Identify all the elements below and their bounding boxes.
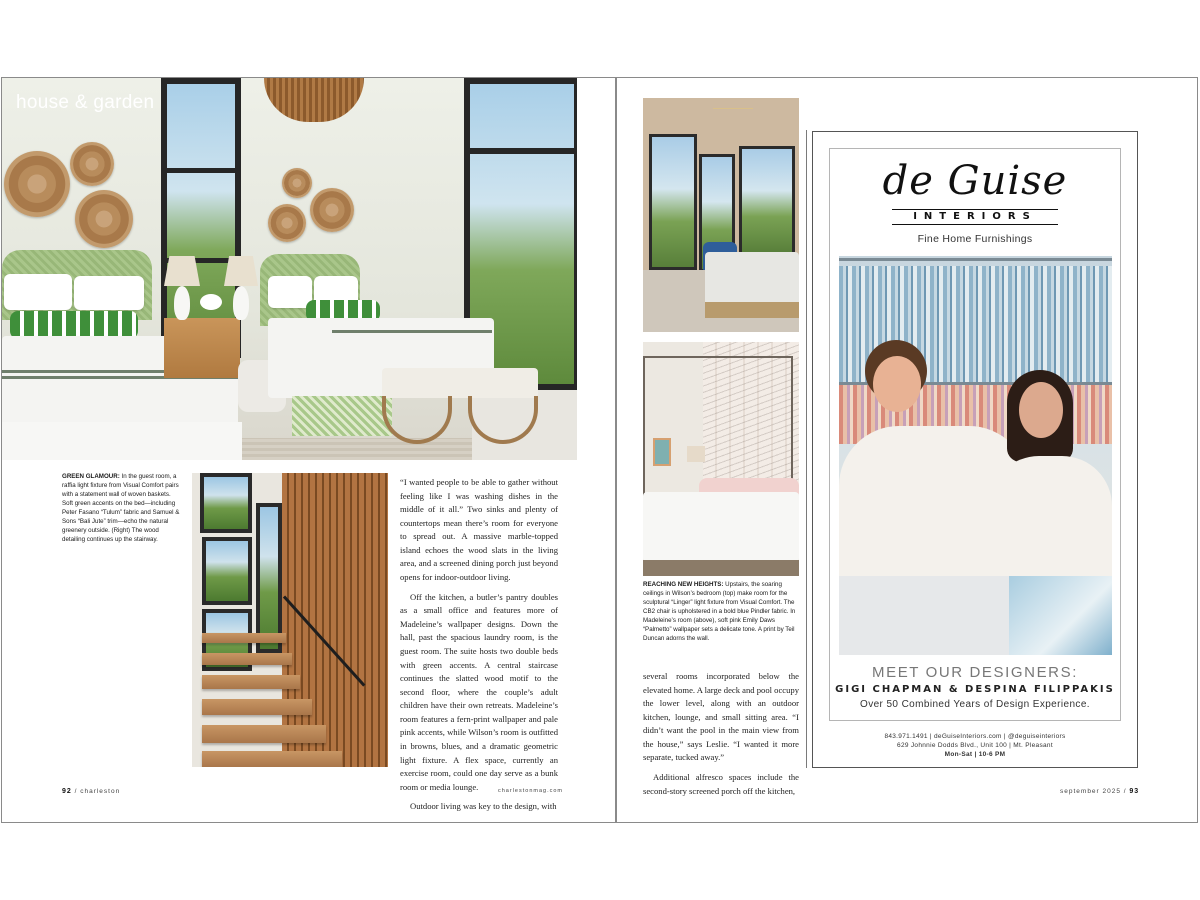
ad-headline: MEET OUR DESIGNERS: — [872, 664, 1078, 681]
logo-rule — [892, 224, 1058, 225]
caption-lead: REACHING NEW HEIGHTS: — [643, 581, 724, 588]
logo-rule — [892, 209, 1058, 210]
bed — [643, 492, 799, 562]
website: charlestonmag.com — [498, 788, 563, 794]
magazine-name: / charleston — [74, 788, 121, 795]
woven-basket — [282, 168, 312, 198]
article-column-right — [643, 670, 799, 804]
article-column-left — [400, 476, 558, 820]
paragraph: Additional alfresco spaces include the second-story screened porch off the kitchen, — [643, 772, 799, 796]
designer-face — [873, 356, 921, 412]
photo-caption — [62, 473, 182, 545]
page-number: 92 — [62, 788, 72, 795]
bench — [382, 368, 538, 398]
woven-basket — [70, 142, 114, 186]
caption-lead: GREEN GLAMOUR: — [62, 473, 120, 480]
woven-basket — [268, 204, 306, 242]
guest-room-photo — [2, 78, 577, 460]
paragraph: Outdoor living was key to the design, with — [410, 801, 557, 812]
woven-basket — [75, 190, 133, 248]
lamp — [687, 446, 705, 462]
caption-text: In the guest room, a raffia light fixture from Visual Comfort pairs with a statement wall of woven baskets. Soft green accents on the bed—including Peter Fasano “Tulum” fabric and Samuel & Sons “Bali Jute” trim—echo the natural greenery outside. (Right) The wood detailing continues up the stairway. — [62, 473, 180, 543]
window-left — [161, 78, 241, 358]
brand-logo-script: de Guise — [882, 158, 1068, 204]
paragraph: Off the kitchen, a butler’s pantry doubles as a small office and features more of Madeleine’s wallpaper designs. Down the hall, past the spacious laundry room, is the guest room. The suite hosts two double beds with green accents. A central staircase continues the slatted wood motif to the second floor, where the couple’s adult children have their own retreats. Madeleine’s room features a fern-print wallpaper and pale pink accents, while Wilson’s room is outfitted in browns, blues, and a dramatic geometric light fixture. A flex space, currently an exercise room, could one day serve as a bunk room or media lounge. — [400, 591, 558, 792]
ad-hours: Mon-Sat | 10-6 PM — [944, 751, 1006, 758]
ad-address: 629 Johnnie Dodds Blvd., Unit 100 | Mt. Pleasant — [897, 742, 1053, 749]
nightstand — [164, 318, 240, 378]
linger-light-fixture — [713, 108, 753, 139]
wall-print — [653, 438, 671, 466]
caption-text: Upstairs, the soaring ceilings in Wilson’s bedroom (top) make room for the sculptural “Linger” light fixture from Visual Comfort. The CB2 chair is upholstered in a bold blue Pindler fabric. In Madeleine’s room (above), soft pink Emily Daws “Palmetto” wallpaper sets a delicate tone. A print by Teil Duncan adorns the wall. — [643, 581, 796, 642]
wilson-bedroom-photo — [643, 98, 799, 332]
right-page — [616, 77, 1198, 823]
ad-tagline: Fine Home Furnishings — [917, 233, 1033, 245]
green-lumbar-pillow — [10, 311, 138, 339]
flowers — [200, 294, 222, 310]
ad-experience: Over 50 Combined Years of Design Experience. — [860, 699, 1090, 710]
page-number: 93 — [1129, 788, 1140, 795]
folio-right — [1060, 788, 1139, 795]
designer-face — [1019, 382, 1063, 438]
woven-basket — [4, 151, 70, 217]
lamp — [164, 256, 200, 286]
photo-caption — [643, 581, 801, 644]
designers-photo — [839, 256, 1112, 655]
paragraph: “I wanted people to be able to gather without feeling like I was washing dishes in the middle of it all.” Two sinks and plenty of countertops mean there’s room for everyone to spread out. A massive marble-topped island echoes the wood slats in the living area, and a screened dining porch just beyond opens for indoor-outdoor living. — [400, 477, 558, 583]
ad-contact: 843.971.1491 | deGuiseInteriors.com | @deguiseinteriors — [884, 733, 1066, 740]
section-label: house & garden — [16, 92, 155, 113]
woven-basket — [310, 188, 354, 232]
bed — [705, 252, 799, 308]
paragraph: several rooms incorporated below the elevated home. A large deck and pool occupy the lower level, along with an outdoor kitchen, lounge, and small sitting area. “I didn’t want the pool in the main view from the house,” says Leslie. “I wanted it more separate, tucked away.” — [643, 671, 799, 763]
left-page — [1, 77, 616, 823]
stairway-photo — [192, 473, 388, 767]
designer-names: GIGI CHAPMAN & DESPINA FILIPPAKIS — [835, 684, 1115, 695]
column-divider — [806, 130, 807, 768]
raffia-light-fixture — [264, 78, 364, 122]
folio-left — [62, 788, 120, 795]
lamp — [224, 256, 258, 286]
brand-logo-interiors: INTERIORS — [913, 211, 1037, 222]
madeleine-bedroom-photo — [643, 342, 799, 576]
issue-date: september 2025 / — [1060, 788, 1127, 795]
wood-slat-wall — [282, 473, 388, 767]
